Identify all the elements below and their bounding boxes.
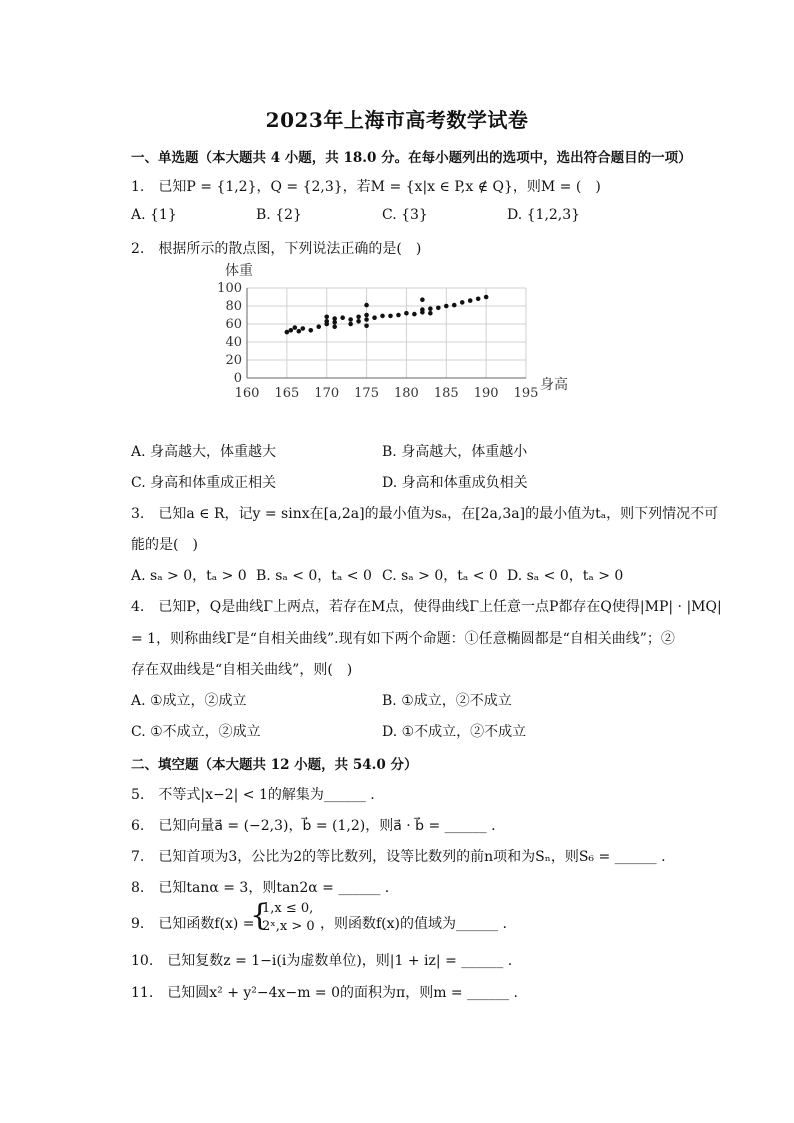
question-9-suffix: ，则函数f(x)的值域为______ . bbox=[320, 916, 507, 932]
page-title: 2023年上海市高考数学试卷 bbox=[265, 108, 529, 132]
data-point bbox=[285, 330, 290, 335]
data-point bbox=[428, 311, 433, 316]
data-point bbox=[324, 319, 329, 324]
question-4-line-2: = 1，则称曲线Γ是“自相关曲线”.现有如下两个命题：①任意椭圆都是“自相关曲线”；② bbox=[131, 631, 675, 647]
question-7: 7. 已知首项为3，公比为2的等比数列，设等比数列的前n项和为Sₙ，则S₆ = ______ . bbox=[131, 849, 666, 865]
data-point bbox=[348, 322, 353, 327]
data-point bbox=[372, 315, 377, 320]
x-tick-label: 165 bbox=[274, 386, 300, 401]
data-point bbox=[316, 324, 321, 329]
data-point bbox=[380, 314, 385, 319]
data-point bbox=[412, 312, 417, 317]
data-point bbox=[293, 325, 298, 330]
question-2: 2. 根据所示的散点图，下列说法正确的是( ) bbox=[131, 241, 422, 257]
question-4-line-3: 存在双曲线是“自相关曲线”，则( ) bbox=[131, 662, 353, 678]
section-2-heading: 二、填空题（本大题共 12 小题，共 54.0 分） bbox=[131, 757, 418, 773]
question-6: 6. 已知向量a⃗ = (−2,3)，b⃗ = (1,2)，则a⃗ · b⃗ = ______ . bbox=[131, 818, 496, 834]
piecewise-brace: { bbox=[250, 898, 270, 933]
data-point bbox=[289, 328, 294, 333]
data-point bbox=[396, 313, 401, 318]
chart-ticks bbox=[217, 281, 538, 401]
y-tick-label: 40 bbox=[225, 335, 242, 350]
data-point bbox=[364, 313, 369, 318]
q2-option-c: C. 身高和体重成正相关 bbox=[131, 475, 277, 491]
scatter-chart bbox=[210, 258, 590, 406]
data-point bbox=[340, 315, 345, 320]
question-3-line-2: 能的是( ) bbox=[131, 537, 198, 553]
x-tick-label: 190 bbox=[473, 386, 499, 401]
data-point bbox=[297, 329, 302, 334]
x-tick-label: 170 bbox=[314, 386, 340, 401]
q4-option-c: C. ①不成立，②成立 bbox=[131, 724, 261, 740]
data-point bbox=[452, 303, 457, 308]
data-point bbox=[364, 303, 369, 308]
question-9-prefix: 9. 已知函数f(x) = bbox=[131, 916, 255, 932]
x-tick-label: 185 bbox=[433, 386, 459, 401]
q9-case-1: 1,x ≤ 0, bbox=[262, 901, 314, 916]
y-tick-label: 100 bbox=[217, 281, 242, 296]
data-point bbox=[404, 311, 409, 316]
x-tick-label: 160 bbox=[234, 386, 260, 401]
q4-option-d: D. ①不成立，②不成立 bbox=[382, 724, 527, 740]
data-point bbox=[420, 297, 425, 302]
chart-y-label: 体重 bbox=[225, 263, 253, 279]
data-point bbox=[332, 324, 337, 329]
q1-option-b: B. {2} bbox=[256, 207, 302, 223]
y-tick-label: 80 bbox=[225, 299, 242, 314]
data-point bbox=[444, 304, 449, 309]
q2-option-d: D. 身高和体重成负相关 bbox=[382, 475, 528, 491]
q4-option-b: B. ①成立，②不成立 bbox=[382, 693, 512, 709]
y-tick-label: 20 bbox=[225, 353, 242, 368]
question-8: 8. 已知tanα = 3，则tan2α = ______ . bbox=[131, 880, 390, 896]
y-tick-label: 0 bbox=[233, 371, 242, 386]
question-4-line-1: 4. 已知P，Q是曲线Γ上两点，若存在M点，使得曲线Γ上任意一点P都存在Q使得|MP| · |MQ| bbox=[131, 599, 722, 615]
data-point bbox=[356, 319, 361, 324]
data-point bbox=[301, 326, 306, 331]
q3-option-b: B. sₐ < 0，tₐ < 0 bbox=[256, 568, 372, 584]
data-point bbox=[428, 306, 433, 311]
q2-option-b: B. 身高越大，体重越小 bbox=[382, 444, 528, 460]
chart-points bbox=[285, 295, 489, 335]
q2-option-a: A. 身高越大，体重越大 bbox=[131, 444, 277, 460]
y-tick-label: 60 bbox=[225, 317, 242, 332]
chart-x-label: 身高 bbox=[540, 377, 568, 393]
data-point bbox=[436, 306, 441, 311]
section-1-heading: 一、单选题（本大题共 4 小题，共 18.0 分。在每小题列出的选项中，选出符合题目的一项） bbox=[131, 150, 692, 166]
data-point bbox=[332, 316, 337, 321]
x-tick-label: 175 bbox=[354, 386, 379, 401]
data-point bbox=[348, 317, 353, 322]
q3-option-a: A. sₐ > 0，tₐ > 0 bbox=[131, 568, 247, 584]
data-point bbox=[468, 298, 473, 303]
q3-option-d: D. sₐ < 0，tₐ > 0 bbox=[507, 568, 624, 584]
data-point bbox=[484, 295, 489, 300]
data-point bbox=[420, 307, 425, 312]
data-point bbox=[356, 315, 361, 320]
question-1: 1. 已知P = {1,2}，Q = {2,3}，若M = {x|x ∈ P,x ∉ Q}，则M = ( ) bbox=[131, 179, 601, 195]
data-point bbox=[364, 317, 369, 322]
question-5: 5. 不等式|x−2| < 1的解集为______ . bbox=[131, 787, 375, 803]
q9-case-2: 2ˣ,x > 0 bbox=[262, 919, 315, 934]
data-point bbox=[476, 297, 481, 302]
q1-option-d: D. {1,2,3} bbox=[507, 207, 581, 223]
question-3-line-1: 3. 已知a ∈ R，记y = sinx在[a,2a]的最小值为sₐ，在[2a,3a]的最小值为tₐ，则下列情况不可 bbox=[131, 506, 719, 522]
data-point bbox=[460, 300, 465, 305]
x-tick-label: 195 bbox=[513, 386, 539, 401]
x-tick-label: 180 bbox=[394, 386, 419, 401]
q1-option-c: C. {3} bbox=[382, 207, 428, 223]
data-point bbox=[324, 315, 329, 320]
q1-option-a: A. {1} bbox=[131, 207, 177, 223]
q3-option-c: C. sₐ > 0，tₐ < 0 bbox=[382, 568, 498, 584]
data-point bbox=[388, 314, 393, 319]
data-point bbox=[308, 328, 313, 333]
q4-option-a: A. ①成立，②成立 bbox=[131, 693, 247, 709]
question-10: 10. 已知复数z = 1−i(i为虚数单位)，则|1 + iz| = ______ . bbox=[131, 953, 513, 969]
question-11: 11. 已知圆x² + y²−4x−m = 0的面积为π，则m = ______ . bbox=[131, 985, 519, 1001]
data-point bbox=[364, 324, 369, 329]
